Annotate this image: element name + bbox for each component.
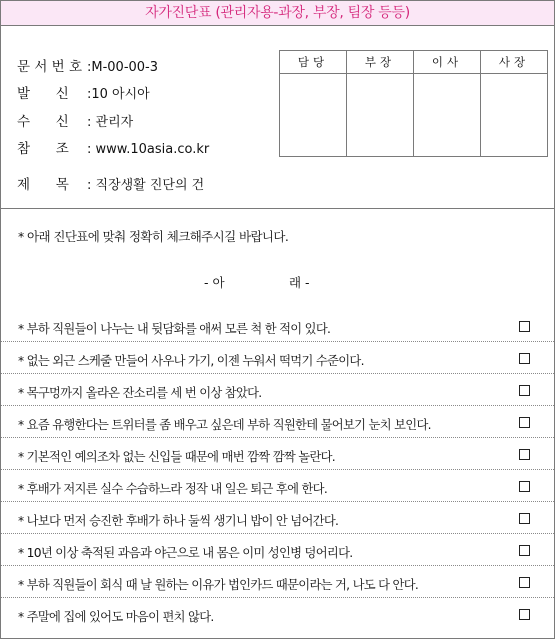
document-header: [1, 26, 554, 209]
doc-number-value: :M-00-00-3: [87, 60, 159, 75]
checkbox[interactable]: [519, 417, 530, 428]
checklist-item: [1, 310, 554, 342]
checkbox[interactable]: [519, 385, 530, 396]
checklist-item-text: * 10년 이상 축적된 과음과 야근으로 내 몸은 이미 성인병 덩어리다.: [18, 546, 353, 560]
reference-label: 참 조: [17, 141, 69, 157]
approval-header-director: 부장: [347, 51, 414, 74]
checkbox[interactable]: [519, 449, 530, 460]
approval-header-executive: 이사: [414, 51, 481, 74]
checklist-item-text: * 나보다 먼저 승진한 후배가 하나 둘씩 생기니 밥이 안 넘어간다.: [18, 514, 339, 528]
doc-number-row: [17, 55, 158, 75]
checklist-item-text: * 부하 직원들이 회식 때 날 원하는 이유가 법인카드 때문이라는 거, 나도 다 안다.: [18, 578, 419, 592]
recipient-row: [17, 110, 133, 130]
checklist-item-text: * 목구멍까지 올라온 잔소리를 세 번 이상 참았다.: [18, 386, 262, 400]
checkbox[interactable]: [519, 353, 530, 364]
subject-label: 제 목: [17, 177, 69, 193]
checklist-item: [1, 406, 554, 438]
approval-table: [279, 50, 548, 157]
recipient-label: 수 신: [17, 114, 69, 130]
checkbox[interactable]: [519, 481, 530, 492]
approval-sign-cell[interactable]: [280, 74, 347, 157]
form-title: 자가진단표 (관리자용-과장, 부장, 팀장 등등): [1, 1, 554, 26]
section-mark-left: - 아: [204, 275, 225, 290]
sender-row: [17, 82, 150, 102]
checklist-item: [1, 342, 554, 374]
instruction-text: * 아래 진단표에 맞춰 정확히 체크해주시길 바랍니다.: [18, 229, 289, 244]
subject-value: : 직장생활 진단의 건: [87, 178, 205, 193]
approval-sign-cell[interactable]: [347, 74, 414, 157]
checkbox[interactable]: [519, 577, 530, 588]
approval-header-president: 사장: [481, 51, 548, 74]
doc-number-label: 문 서 번 호: [17, 59, 83, 75]
approval-sign-cell[interactable]: [481, 74, 548, 157]
sender-value: :10 아시아: [87, 87, 150, 102]
reference-value: : www.10asia.co.kr: [87, 142, 210, 157]
checkbox[interactable]: [519, 321, 530, 332]
checklist-item: [1, 598, 554, 629]
checkbox[interactable]: [519, 513, 530, 524]
checklist-item-text: * 부하 직원들이 나누는 내 뒷담화를 애써 모른 척 한 적이 있다.: [18, 322, 331, 336]
checklist-item-text: * 없는 외근 스케줄 만들어 사우나 가기, 이젠 누워서 떡먹기 수준이다.: [18, 354, 364, 368]
checkbox[interactable]: [519, 545, 530, 556]
checklist-item-text: * 후배가 저지른 실수 수습하느라 정작 내 일은 퇴근 후에 한다.: [18, 482, 328, 496]
section-mark-right: 래 -: [289, 275, 310, 290]
checklist-item: [1, 534, 554, 566]
checkbox[interactable]: [519, 609, 530, 620]
approval-sign-cell[interactable]: [414, 74, 481, 157]
recipient-value: : 관리자: [87, 115, 134, 130]
checklist-item: [1, 470, 554, 502]
approval-header-manager: 담당: [280, 51, 347, 74]
checklist: [1, 310, 554, 629]
checklist-item: [1, 374, 554, 406]
sender-label: 발 신: [17, 86, 69, 102]
checklist-item: [1, 566, 554, 598]
subject-row: [17, 173, 204, 193]
reference-row: [17, 137, 209, 157]
checklist-item: [1, 502, 554, 534]
checklist-item-text: * 요즘 유행한다는 트위터를 좀 배우고 싶은데 부하 직원한테 물어보기 눈치 보인다.: [18, 418, 431, 432]
checklist-item-text: * 주말에 집에 있어도 마음이 편치 않다.: [18, 610, 214, 624]
checklist-item: [1, 438, 554, 470]
checklist-item-text: * 기본적인 예의조차 없는 신입들 때문에 매번 깜짝 깜짝 놀란다.: [18, 450, 336, 464]
